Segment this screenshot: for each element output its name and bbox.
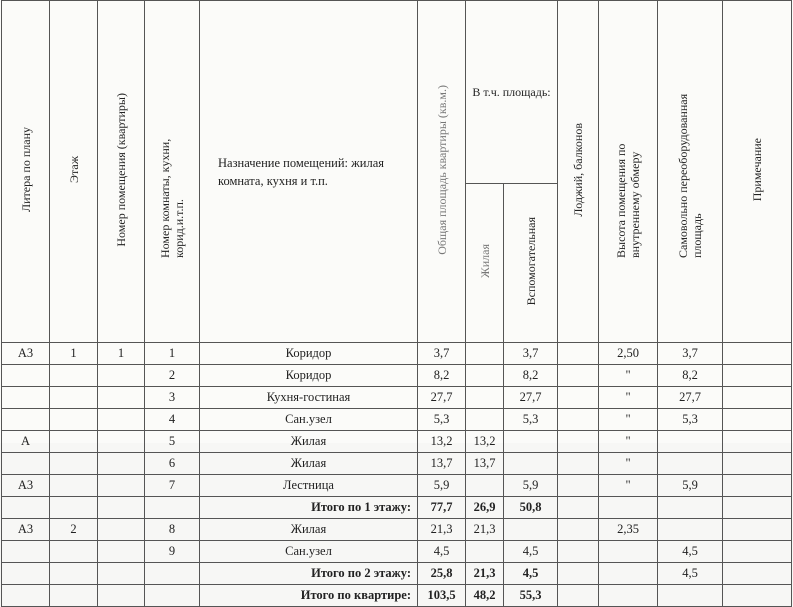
cell-height: 2,35: [599, 519, 658, 541]
cell-premise: [98, 519, 145, 541]
subtotal-aux: 50,8: [504, 497, 558, 519]
header-living: Жилая: [466, 184, 504, 343]
cell-floor: [50, 453, 98, 475]
subtotal-living: 21,3: [466, 563, 504, 585]
cell-purpose: Сан.узел: [200, 541, 418, 563]
cell-litera: [2, 409, 50, 431]
header-aux: Вспомогательная: [504, 184, 558, 343]
cell-aux: [504, 453, 558, 475]
cell-room: 8: [145, 519, 200, 541]
cell-note: [723, 475, 792, 497]
cell-litera: А3: [2, 519, 50, 541]
cell-room: 3: [145, 387, 200, 409]
cell-floor: [50, 475, 98, 497]
cell-premise: [98, 365, 145, 387]
cell-self: 5,9: [658, 475, 723, 497]
cell-floor: 2: [50, 519, 98, 541]
cell-litera: А3: [2, 475, 50, 497]
cell-note: [723, 431, 792, 453]
cell-height: 2,50: [599, 343, 658, 365]
cell-loggia: [558, 387, 599, 409]
table-row: [2, 453, 792, 475]
cell-loggia: [558, 541, 599, 563]
header-floor: Этаж: [50, 1, 98, 343]
subtotal-self: 4,5: [658, 563, 723, 585]
cell-purpose: Коридор: [200, 343, 418, 365]
cell-living: [466, 409, 504, 431]
cell-aux: 8,2: [504, 365, 558, 387]
cell-loggia: [558, 453, 599, 475]
cell-premise: [98, 541, 145, 563]
cell-self: 3,7: [658, 343, 723, 365]
cell-premise: [98, 431, 145, 453]
cell-premise: [98, 409, 145, 431]
header-note: Примечание: [723, 1, 792, 343]
cell-litera: [2, 387, 50, 409]
cell-litera: [2, 541, 50, 563]
cell-self: 4,5: [658, 541, 723, 563]
cell-floor: [50, 541, 98, 563]
grand-total-total: 103,5: [418, 585, 466, 607]
cell-room: 6: [145, 453, 200, 475]
cell-purpose: Кухня-гостиная: [200, 387, 418, 409]
cell-height: ": [599, 475, 658, 497]
cell-floor: [50, 431, 98, 453]
cell-floor: [50, 387, 98, 409]
table-row: [2, 519, 792, 541]
cell-total: 3,7: [418, 343, 466, 365]
header-self-area: Самовольно переоборудованная площадь: [658, 1, 723, 343]
cell-loggia: [558, 431, 599, 453]
cell-room: 2: [145, 365, 200, 387]
cell-loggia: [558, 519, 599, 541]
cell-room: 9: [145, 541, 200, 563]
table-row: [2, 343, 792, 365]
cell-room: 7: [145, 475, 200, 497]
cell-premise: [98, 387, 145, 409]
cell-premise: [98, 475, 145, 497]
cell-loggia: [558, 343, 599, 365]
grand-total-row: [2, 585, 792, 607]
header-litera: Литера по плану: [2, 1, 50, 343]
cell-total: 5,9: [418, 475, 466, 497]
cell-room: 5: [145, 431, 200, 453]
cell-litera: [2, 453, 50, 475]
cell-height: ": [599, 431, 658, 453]
cell-aux: 5,3: [504, 409, 558, 431]
cell-self: 27,7: [658, 387, 723, 409]
cell-purpose: Сан.узел: [200, 409, 418, 431]
cell-purpose: Жилая: [200, 431, 418, 453]
cell-floor: [50, 365, 98, 387]
table-row: [2, 475, 792, 497]
table-row: [2, 409, 792, 431]
cell-total: 27,7: [418, 387, 466, 409]
header-height: Высота помещения по внутреннему обмеру: [599, 1, 658, 343]
subtotal-aux: 4,5: [504, 563, 558, 585]
grand-total-label: Итого по квартире:: [200, 585, 418, 607]
cell-loggia: [558, 475, 599, 497]
cell-total: 5,3: [418, 409, 466, 431]
header-purpose: Назначение помещений: жилая комната, кухня и т.п.: [200, 1, 418, 343]
cell-loggia: [558, 409, 599, 431]
cell-height: ": [599, 387, 658, 409]
apartment-area-table: [1, 0, 792, 607]
table-row: [2, 365, 792, 387]
cell-note: [723, 453, 792, 475]
cell-aux: 4,5: [504, 541, 558, 563]
cell-note: [723, 387, 792, 409]
grand-total-aux: 55,3: [504, 585, 558, 607]
cell-floor: 1: [50, 343, 98, 365]
cell-self: [658, 431, 723, 453]
cell-total: 8,2: [418, 365, 466, 387]
cell-premise: 1: [98, 343, 145, 365]
cell-living: 13,7: [466, 453, 504, 475]
cell-loggia: [558, 365, 599, 387]
cell-living: 13,2: [466, 431, 504, 453]
cell-purpose: Коридор: [200, 365, 418, 387]
header-total-area: Общая площадь квартиры (кв.м.): [418, 1, 466, 343]
cell-total: 13,2: [418, 431, 466, 453]
cell-total: 21,3: [418, 519, 466, 541]
subtotal-living: 26,9: [466, 497, 504, 519]
table-row: [2, 431, 792, 453]
subtotal-total: 77,7: [418, 497, 466, 519]
cell-premise: [98, 453, 145, 475]
header-premise-no: Номер помещения (квартиры): [98, 1, 145, 343]
cell-self: [658, 519, 723, 541]
table-row: [2, 541, 792, 563]
cell-self: 8,2: [658, 365, 723, 387]
cell-aux: 5,9: [504, 475, 558, 497]
header-room-no: Номер комнаты, кухни, корид.и.т.п.: [145, 1, 200, 343]
cell-self: 5,3: [658, 409, 723, 431]
cell-aux: [504, 431, 558, 453]
cell-height: ": [599, 453, 658, 475]
cell-note: [723, 365, 792, 387]
cell-total: 13,7: [418, 453, 466, 475]
header-loggia: Лоджий, балконов: [558, 1, 599, 343]
cell-litera: А: [2, 431, 50, 453]
cell-living: [466, 475, 504, 497]
cell-litera: А3: [2, 343, 50, 365]
cell-aux: 3,7: [504, 343, 558, 365]
cell-aux: [504, 519, 558, 541]
cell-self: [658, 453, 723, 475]
cell-living: [466, 365, 504, 387]
cell-note: [723, 519, 792, 541]
grand-total-living: 48,2: [466, 585, 504, 607]
cell-note: [723, 541, 792, 563]
subtotal-floor-2: [2, 563, 792, 585]
subtotal-label: Итого по 2 этажу:: [200, 563, 418, 585]
cell-living: [466, 343, 504, 365]
subtotal-label: Итого по 1 этажу:: [200, 497, 418, 519]
subtotal-total: 25,8: [418, 563, 466, 585]
cell-living: 21,3: [466, 519, 504, 541]
cell-living: [466, 387, 504, 409]
cell-litera: [2, 365, 50, 387]
cell-purpose: Жилая: [200, 453, 418, 475]
cell-height: [599, 541, 658, 563]
cell-room: 1: [145, 343, 200, 365]
subtotal-floor-1: [2, 497, 792, 519]
cell-living: [466, 541, 504, 563]
header-incl-area: В т.ч. площадь:: [466, 1, 558, 184]
cell-note: [723, 409, 792, 431]
cell-floor: [50, 409, 98, 431]
cell-height: ": [599, 409, 658, 431]
cell-purpose: Жилая: [200, 519, 418, 541]
cell-total: 4,5: [418, 541, 466, 563]
cell-height: ": [599, 365, 658, 387]
table-row: [2, 387, 792, 409]
cell-purpose: Лестница: [200, 475, 418, 497]
cell-aux: 27,7: [504, 387, 558, 409]
cell-note: [723, 343, 792, 365]
cell-room: 4: [145, 409, 200, 431]
